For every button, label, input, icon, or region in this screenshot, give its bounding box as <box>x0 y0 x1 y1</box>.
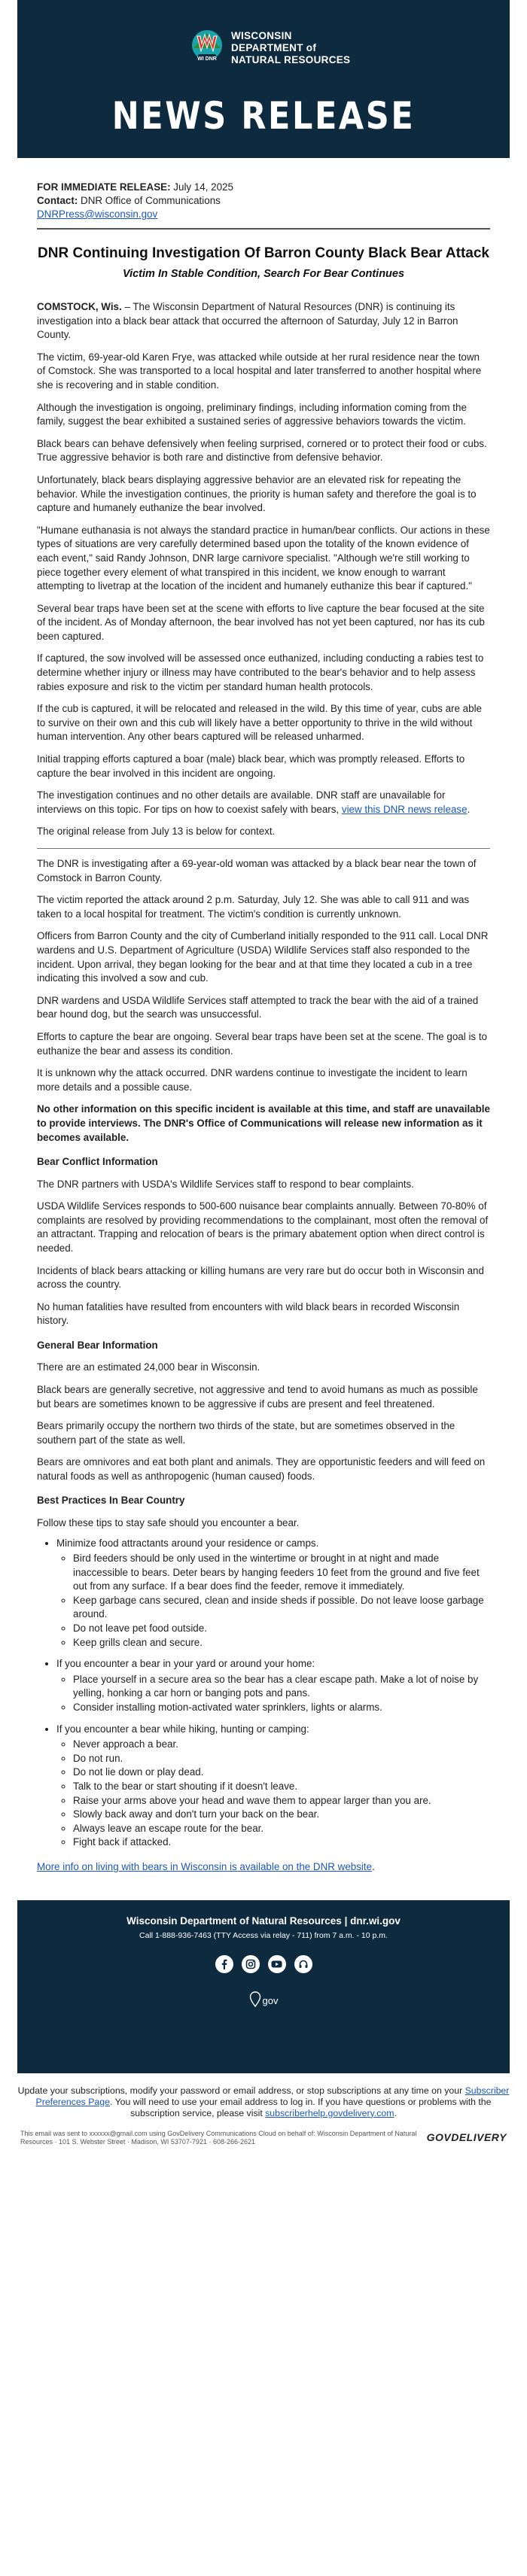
release-meta <box>37 181 490 221</box>
original-paragraph: It is unknown why the attack occurred. DNR wardens continue to investigate the incident to learn more details and a possible cause. <box>37 1067 468 1093</box>
best-practice-item: ◦ Never approach a bear. <box>73 1738 490 1752</box>
best-practice-item: ◦ Always leave an escape route for the bear. <box>73 1822 490 1836</box>
badge-text: WI DNR <box>197 56 217 62</box>
conflict-heading: Bear Conflict Information <box>37 1156 158 1168</box>
original-release-text: The DNR is investigating after a 69-year-old woman was attacked by a black bear near the town of Comstock in Barron County. The victim reported the attack around 2 p.m. Saturday, July 12. She was able to call 911 and was taken to a local hospital for treatment. The victim's condition is currently unknown. Officers from Barron County and the city of Cumberland initially responded to the 911 call. Local DNR wardens and U.S. Department of Agriculture (USDA) Wildlife Services staff also responded to the incident. Upon arrival, they began looking for the bear and at that time they located a cub in a tree indicating this involved a sow and cub. DNR wardens and USDA Wildlife Services staff attempted to track the bear with the aid of a trained bear hound dog, but the search was unsuccessful. Efforts to capture the bear are ongoing. Several bear traps have been set at the scene. The goal is to euthanize the bear and assess its condition. It is unknown why the attack occurred. DNR wardens continue to investigate the incident to learn more details and a possible cause. No other information on this specific incident is available at this time, and staff are unavailable to provide interviews. The DNR's Office of Communications will release new information as it becomes available. Bear Conflict Information The DNR partners with USDA's Wildlife Services staff to respond to bear complaints. USDA Wildlife Services responds to 500-600 nuisance bear complaints annually. Between 70-80% of complaints are resolved by providing recommendations to the complainant, most often the removal of an attractant. Trapping and relocation of bears is the primary abatement option when direct control is needed. Incidents of black bears attacking or killing humans are very rare but do occur both in Wisconsin and across the country. No human fatalities have resulted from encounters with wild black bears in recorded Wisconsin history. General Bear Information There are an estimated 24,000 bear in Wisconsin. Black bears are generally secretive, not aggressive and tend to avoid humans as much as possible but bears are sometimes known to be aggressive if cubs are present and feel threatened. Bears primarily occupy the northern two thirds of the state, but are sometimes observed in the southern part of the state as well. Bears are omnivores and eat both plant and animals. They are opportunistic feeders and will feed on natural foods as well as anthropogenic (human caused) foods. Best Practices In Bear Country Follow these tips to stay safe should you encounter a bear. • Minimize food attractants around your residence or camps. ◦ Bird feeders should be only used in the wintertime or brought in at night and made inaccessible to bears. Deter bears by hanging feeders 10 feet from the ground and five feet out from any surface. If a bear does find the feeder, remove it immediately. ◦ Keep garbage cans secured, clean and inside sheds if possible. Do not leave loose garbage around. ◦ Do not leave pet food outside. ◦ Keep grills clean and secure. • If you encounter a bear in your yard or around your home: ◦ Place yourself in a secure area so the bear has a clear escape path. Make a lot of noise by yelling, honking a car horn or banging pots and pans. ◦ Consider installing motion-activated water sprinklers, lights or alarms. • If you encounter a bear while hiking, hunting or camping: ◦ Never approach a bear. ◦ Do not run. ◦ Do not lie down or play dead. ◦ Talk to the bear or start shouting if it doesn't leave. ◦ Raise your arms above your head and wave them to appear larger than you are. ◦ Slowly back away and don't turn your back on the bear. ◦ Always leave an escape route for the bear. ◦ Fight back if attacked. More info on living with bears in Wisconsin is available on the DNR website. <box>37 857 490 1875</box>
dnr-news-release-link[interactable]: view this DNR news release <box>341 803 468 815</box>
interviews-text: The investigation continues and no other details are available. DNR staff are unavailable for interviews on this topic. For tips on how to coexist safely with bears, <box>37 789 446 815</box>
divider <box>37 228 490 230</box>
best-practice-group <box>56 1657 490 1714</box>
best-practice-group <box>56 1537 490 1650</box>
delivery-notice: This email was sent to xxxxxx@gmail.com using GovDelivery Communications Cloud on behalf of: Wisconsin Department of Natural Resources · 101 S. Webster Street · Madison, WI 53707-7921 · 608-266-2621 <box>20 2129 417 2146</box>
conflict-paragraph: Incidents of black bears attacking or killing humans are very rare but do occur both in Wisconsin and across the country. <box>37 1264 484 1291</box>
org-line-1: WISCONSIN <box>231 30 292 41</box>
delivery-bar <box>17 2130 510 2152</box>
original-paragraph: Efforts to capture the bear are ongoing. Several bear traps have been set at the scene. The goal is to euthanize the bear and assess its condition. <box>37 1030 488 1057</box>
general-paragraph: There are an estimated 24,000 bear in Wisconsin. <box>37 1361 260 1373</box>
best-practice-group-label: If you encounter a bear while hiking, hunting or camping: <box>56 1723 309 1735</box>
dnr-badge-icon <box>190 29 224 68</box>
conflict-paragraphs <box>37 1178 490 1328</box>
social-links <box>17 1955 510 1973</box>
instagram-icon[interactable] <box>242 1955 260 1973</box>
best-practice-item: ◦ Do not leave pet food outside. <box>73 1622 490 1636</box>
interviews-paragraph: The investigation continues and no other details are available. DNR staff are unavailable for interviews on this topic. For tips on how to coexist safely with bears, view this DNR news release. <box>37 789 471 815</box>
org-line-3: NATURAL RESOURCES <box>231 54 351 65</box>
general-paragraph: Black bears are generally secretive, not aggressive and tend to avoid humans as much as possible but bears are sometimes known to be aggressive if cubs are present and feel threatened. <box>37 1383 478 1410</box>
update-paragraph: Black bears can behave defensively when feeling surprised, cornered or to protect their food or cubs. True aggressive behavior is both rare and distinctive from defensive behavior. <box>37 437 487 464</box>
general-paragraphs <box>37 1361 490 1483</box>
best-practice-item: ◦ Keep grills clean and secure. <box>73 1636 490 1650</box>
youtube-icon[interactable] <box>268 1955 286 1973</box>
update-paragraph: Initial trapping efforts captured a boar (male) black bear, which was promptly released. Efforts to capture the bear involved in this incident are ongoing. <box>37 753 465 779</box>
best-practice-item: ◦ Raise your arms above your head and wave them to appear larger than you are. <box>73 1794 490 1808</box>
fine-text-1: Update your subscriptions, modify your password or email address, or stop subscriptions at any time on your <box>17 2085 465 2096</box>
update-paragraph: Although the investigation is ongoing, preliminary findings, including information coming from the family, suggest the bear exhibited a sustained series of aggressive behaviors towards the victim. <box>37 401 467 427</box>
subscriber-preferences-link[interactable]: Subscriber Preferences Page <box>35 2085 510 2107</box>
release-date: July 14, 2025 <box>173 181 233 193</box>
header-banner <box>17 0 510 158</box>
no-info-notice: No other information on this specific incident is available at this time, and staff are unavailable to provide interviews. The DNR's Office of Communications will release new information as it becomes available. <box>37 1103 490 1143</box>
org-line-2: DEPARTMENT of <box>231 42 317 53</box>
best-practices-intro: Follow these tips to stay safe should you encounter a bear. <box>37 1516 300 1528</box>
gov-logo-text: gov <box>262 1994 279 2006</box>
contact-label: Contact: <box>37 195 78 206</box>
release-body <box>17 158 510 2119</box>
footer-org-line: Wisconsin Department of Natural Resources | dnr.wi.gov <box>126 1915 401 1927</box>
best-practice-item: ◦ Place yourself in a secure area so the bear has a clear escape path. Make a lot of noise by yelling, honking a car horn or banging pots and pans. <box>73 1673 490 1701</box>
govdelivery-gov-logo <box>17 1991 510 2008</box>
fine-text-2: . You will need to use your email address to log in. If you have questions or problems with the subscription service, please visit <box>109 2096 492 2118</box>
contact-value: DNR Office of Communications <box>81 195 221 206</box>
best-practices-list <box>56 1537 490 1850</box>
update-paragraphs <box>37 351 490 780</box>
update-paragraph: "Humane euthanasia is not always the standard practice in human/bear conflicts. Our actions in these types of situations are very carefully determined based upon the totality of the known evidence of each event," said Randy Johnson, DNR large carnivore specialist. "Although we're still working to piece together every element of what transpired in this incident, we know enough to warrant attempting to livetrap at the location of the incident and humanely euthanize this bear if captured." <box>37 524 490 592</box>
original-paragraph: The DNR is investigating after a 69-year-old woman was attacked by a black bear near the town of Comstock in Barron County. <box>37 858 477 884</box>
conflict-paragraph: USDA Wildlife Services responds to 500-600 nuisance bear complaints annually. Between 70-80% of complaints are resolved by providing recommendations to the complainant, most often the removal of an attractant. Trapping and relocation of bears is the primary abatement option when direct control is needed. <box>37 1200 489 1254</box>
original-note: The original release from July 13 is below for context. <box>37 826 276 838</box>
best-practice-item: ◦ Do not run. <box>73 1752 490 1766</box>
lead-text: – The Wisconsin Department of Natural Resources (DNR) is continuing its investigation into a black bear attack that occurred the afternoon of Saturday, July 12 in Barron County. <box>37 301 458 341</box>
dnr-logo-text <box>231 30 350 66</box>
update-paragraph: If the cub is captured, it will be relocated and released in the wild. By this time of year, cubs are able to survive on their own and this cub will likely have a better opportunity to thrive in the wild without human intervention. Any other bears captured will be released unharmed. <box>37 703 482 743</box>
article-text <box>37 300 490 839</box>
general-heading: General Bear Information <box>37 1339 158 1351</box>
best-practice-item: ◦ Bird feeders should be only used in the wintertime or brought in at night and made inaccessible to bears. Deter bears by hanging feeders 10 feet from the ground and five feet out from any surface. If a bear does find the feeder, remove it immediately. <box>73 1552 490 1594</box>
best-practice-group <box>56 1723 490 1850</box>
original-paragraph: The victim reported the attack around 2 p.m. Saturday, July 12. She was able to call 911 and was taken to a local hospital for treatment. The victim's condition is currently unknown. <box>37 894 470 920</box>
best-practice-item: ◦ Talk to the bear or start shouting if it doesn't leave. <box>73 1780 490 1794</box>
best-practice-item: ◦ Slowly back away and don't turn your back on the bear. <box>73 1808 490 1822</box>
footer-banner <box>17 1900 510 2073</box>
podcast-icon[interactable] <box>294 1955 312 1973</box>
headline: DNR Continuing Investigation Of Barron County Black Bear Attack <box>38 245 489 261</box>
original-paragraph: DNR wardens and USDA Wildlife Services staff attempted to track the bear with the aid of a trained bear hound dog, but the search was unsuccessful. <box>37 994 479 1020</box>
best-practice-group-label: If you encounter a bear in your yard or around your home: <box>56 1658 315 1670</box>
update-paragraph: Unfortunately, black bears displaying aggressive behavior are an elevated risk for repeating the behavior. While the investigation continues, the priority is human safety and therefore the goal is to capture and humanely euthanize the bear involved. <box>37 473 477 514</box>
conflict-paragraph: No human fatalities have resulted from encounters with wild black bears in recorded Wisconsin history. <box>37 1300 460 1327</box>
best-practice-item: ◦ Do not lie down or play dead. <box>73 1765 490 1780</box>
fine-text-3: . <box>394 2107 397 2118</box>
press-email-link[interactable]: DNRPress@wisconsin.gov <box>37 208 158 220</box>
news-release-title: NEWS RELEASE <box>111 94 416 138</box>
dateline: COMSTOCK, Wis. <box>37 301 122 313</box>
govdelivery-logo: GOVDELIVERY <box>426 2130 507 2143</box>
gov-pin-icon <box>249 1991 261 2008</box>
divider <box>37 848 490 849</box>
lead-paragraph <box>37 300 490 342</box>
update-paragraph: Several bear traps have been set at the scene with efforts to live capture the bear focused at the site of the incident. As of Monday afternoon, the bear involved has not yet been captured, nor has its cub been captured. <box>37 602 485 642</box>
subhead: Victim In Stable Condition, Search For Bear Continues <box>122 268 405 280</box>
general-paragraph: Bears primarily occupy the northern two thirds of the state, but are sometimes observed in the southern part of the state as well. <box>37 1420 455 1446</box>
facebook-icon[interactable] <box>215 1955 233 1973</box>
best-practice-group-label: Minimize food attractants around your residence or camps. <box>56 1537 319 1549</box>
more-info-link[interactable]: More info on living with bears in Wisconsin is available on the DNR website <box>37 1860 373 1872</box>
best-practice-item: ◦ Consider installing motion-activated water sprinklers, lights or alarms. <box>73 1701 490 1715</box>
footer-phone-line: Call 1-888-936-7463 (TTY Access via relay - 711) from 7 a.m. - 10 p.m. <box>139 1931 388 1941</box>
update-paragraph: If captured, the sow involved will be assessed once euthanized, including conducting a rabies test to determine whether injury or illness may have contributed to the bear's behavior and to help assess rabies exposure and risk to the victim per standard human health protocols. <box>37 652 484 692</box>
dnr-logo <box>190 29 350 68</box>
subscription-footer <box>17 2073 510 2119</box>
update-paragraph: The victim, 69-year-old Karen Frye, was attacked while outside at her rural residence near the town of Comstock. She was transported to a local hospital and later transferred to another hospital where she is recovering and in stable condition. <box>37 351 482 391</box>
original-paragraph: Officers from Barron County and the city of Cumberland initially responded to the 911 call. Local DNR wardens and U.S. Department of Agriculture (USDA) Wildlife Services staff also responded to the incident. Upon arrival, they began looking for the bear and at that time they located a cub in a tree indicating this involved a sow and cub. <box>37 930 489 984</box>
original-paragraphs <box>37 857 490 1094</box>
best-practice-item: ◦ Fight back if attacked. <box>73 1835 490 1850</box>
general-paragraph: Bears are omnivores and eat both plant and animals. They are opportunistic feeders and will feed on natural foods as well as anthropogenic (human caused) foods. <box>37 1456 486 1482</box>
conflict-paragraph: The DNR partners with USDA's Wildlife Services staff to respond to bear complaints. <box>37 1178 414 1190</box>
release-label: FOR IMMEDIATE RELEASE: <box>37 181 171 193</box>
subscriber-help-link[interactable]: subscriberhelp.govdelivery.com <box>265 2107 394 2118</box>
best-practice-item: ◦ Keep garbage cans secured, clean and inside sheds if possible. Do not leave loose garbage around. <box>73 1594 490 1622</box>
best-practices-heading: Best Practices In Bear Country <box>37 1495 185 1507</box>
